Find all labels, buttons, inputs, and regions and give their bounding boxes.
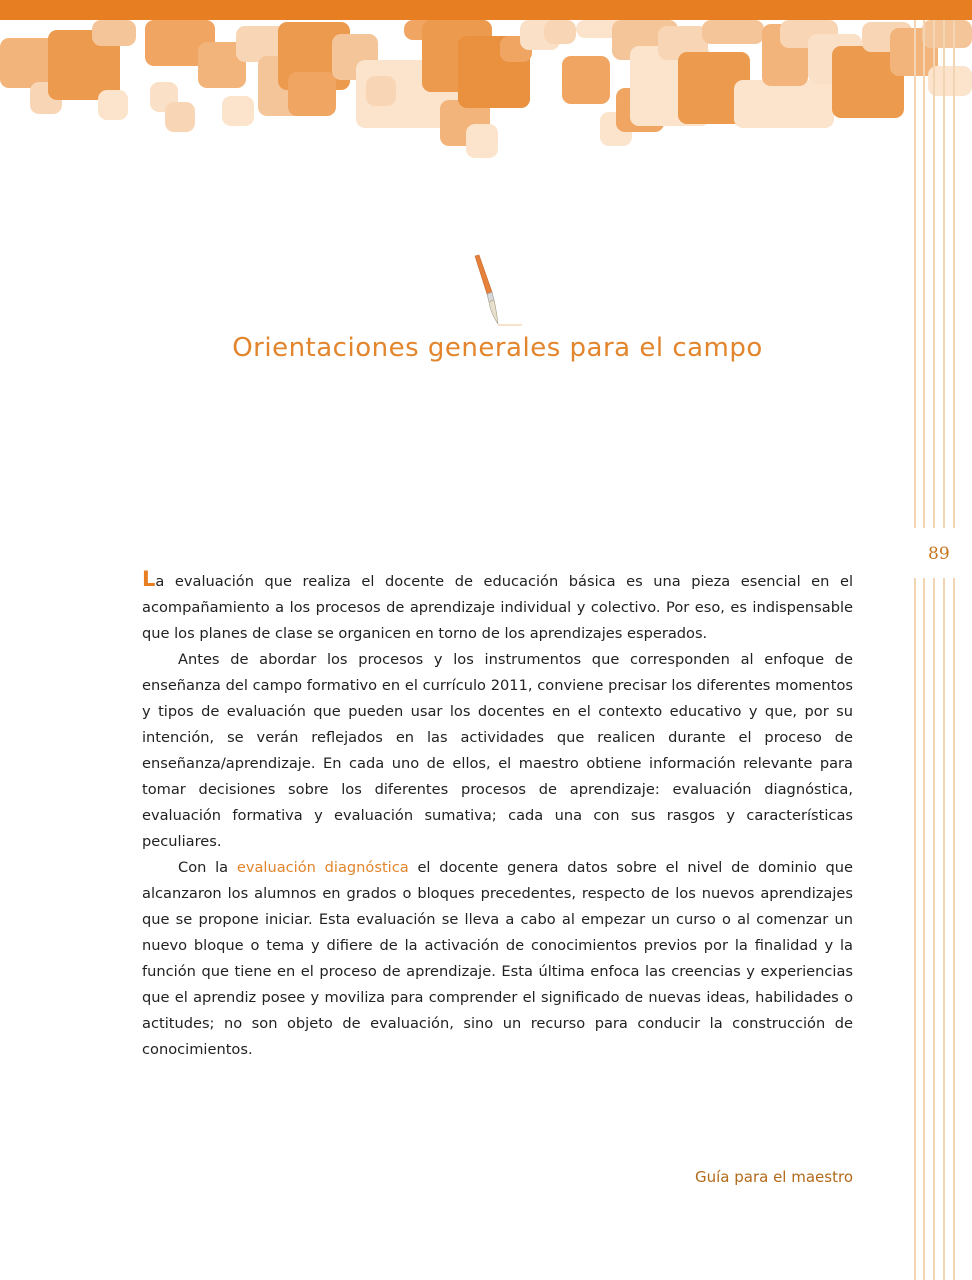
footer-label: Guía para el maestro: [694, 1168, 853, 1186]
page-title: Orientaciones generales para el campo: [232, 333, 763, 363]
header-bar: [0, 0, 972, 20]
highlight-term: evaluación diagnóstica: [236, 859, 409, 876]
page-number: 89: [928, 544, 950, 564]
paragraph-1-text: a evaluación que realiza el docente de educación básica es una pieza esencial en el acompañamiento a los procesos de aprendizaje individual y colectivo. Por eso, es indispensable que los planes de clase se organicen en torno de los aprendizajes esperados.: [142, 573, 853, 642]
paragraph-2: Antes de abordar los procesos y los instrumentos que corresponden al enfoque de enseñanza del campo formativo en el currículo 2011, conviene precisar los diferentes momentos y tipos de evaluación que pueden usar los docentes en el contexto educativo y que, por su intención, se verán reflejados en las actividades que realicen durante el proceso de enseñanza/aprendizaje. En cada uno de ellos, el maestro obtiene información relevante para tomar decisiones sobre los diferentes procesos de aprendizaje: evaluación diagnóstica, evaluación formativa y evaluación sumativa; cada una con sus rasgos y características peculiares.: [142, 651, 853, 850]
drop-cap: L: [142, 567, 156, 591]
paintbrush-icon: [470, 254, 524, 328]
body-text: [142, 566, 853, 1063]
paragraph-3: [142, 855, 853, 1063]
paragraph-3-start: Con la: [178, 859, 237, 876]
side-stripes: [912, 20, 972, 1280]
decorative-squares: [0, 20, 972, 170]
paragraph-1: [142, 566, 853, 647]
paragraph-3-text: el docente genera datos sobre el nivel de dominio que alcanzaron los alumnos en grados o bloques precedentes, respecto de los nuevos aprendizajes que se propone iniciar. Esta evaluación se lleva a cabo al empezar un curso o al comenzar un nuevo bloque o tema y difiere de la activación de conocimientos previos por la finalidad y la función que tiene en el proceso de aprendizaje. Esta última enfoca las creencias y experiencias que el aprendiz posee y moviliza para comprender el significado de nuevas ideas, habilidades o actitudes; no son objeto de evaluación, sino un recurso para conducir la construcción de conocimientos.: [142, 859, 853, 1058]
